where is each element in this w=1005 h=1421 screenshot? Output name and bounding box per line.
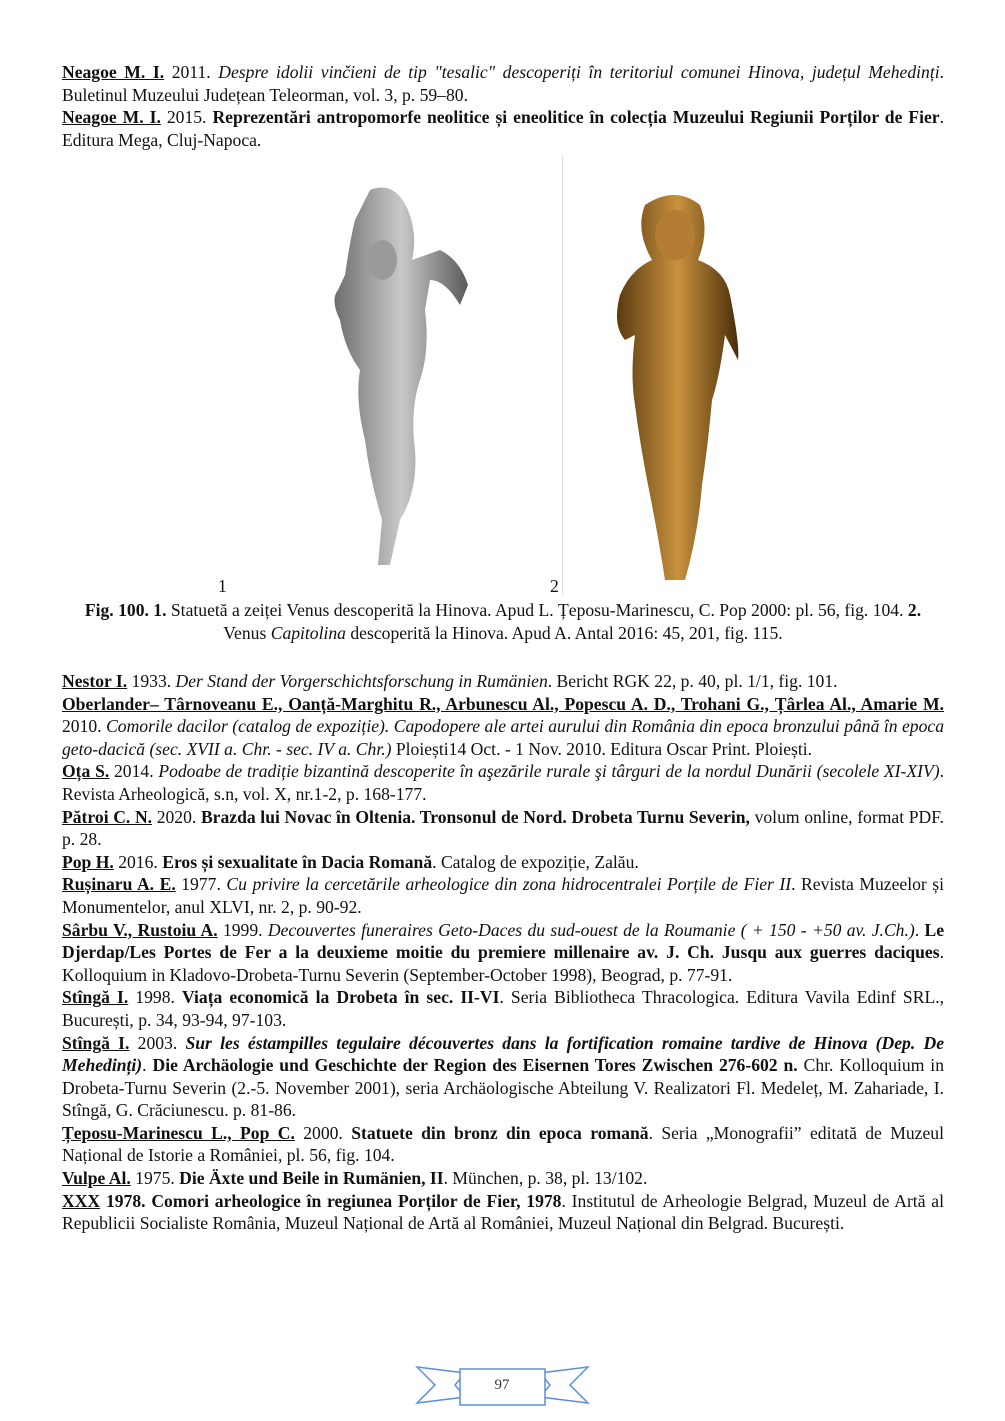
reference-author: Neagoe M. I. (62, 107, 161, 128)
reference-entry (62, 1122, 944, 1167)
reference-author: Nestor I. (62, 671, 128, 691)
reference-text: . Catalog de expoziție, Zalău. (432, 851, 639, 872)
reference-text: . Revista Arheologică, s.n, vol. X, nr.1-2, p. 168-177. (62, 761, 944, 804)
reference-entry (62, 670, 944, 693)
reference-text: Capitolina (270, 623, 346, 643)
reference-text: 1933. (127, 671, 176, 691)
reference-entry (62, 1167, 944, 1190)
reference-text: Die Archäologie und Geschichte der Region des Eisernen Tores Zwischen 276-602 n. (152, 1055, 798, 1076)
reference-author: Sârbu V., Rustoiu A. (62, 919, 218, 940)
reference-entry (62, 61, 944, 106)
reference-text: Die Äxte und Beile in Rumänien, II (179, 1168, 444, 1189)
reference-author: XXX (62, 1190, 101, 1211)
reference-text: 2020. (152, 806, 201, 827)
reference-text: Brazda lui Novac în Oltenia. Tronsonul de Nord. Drobeta Turnu Severin, (200, 806, 750, 827)
figure-1-silver-venus-statuette (300, 180, 480, 570)
reference-entry (62, 806, 944, 851)
reference-author: Oberlander– Târnoveanu E., Oanță-Marghitu R., Arbunescu Al., Popescu A. D., Trohani G., Țârlea Al., Amarie M. (62, 693, 944, 714)
reference-text: . Institutul de Arheologie Belgrad, Muzeul de Artă al Republicii Socialiste România, Muzeul Național de Artă al României, Muzeul Național din Belgrad. București. (62, 1190, 944, 1234)
page-number: 97 (494, 1377, 510, 1393)
figure-divider (562, 155, 563, 595)
reference-text: Decouvertes funeraires Geto-Daces du sud-ouest de la Roumanie ( + 150 - +50 av. J.Ch.) (267, 919, 915, 940)
reference-author: Stîngă I. (62, 1032, 130, 1053)
reference-text: . Kolloquium in Kladovo-Drobeta-Turnu Severin (September-October 1998), Beograd, p. 77-91. (62, 942, 944, 985)
reference-text: . Seria „Monografii” editată de Muzeul Național de Istorie a României, pl. 56, fig. 104. (62, 1122, 944, 1166)
reference-text: 2014. (109, 761, 159, 782)
reference-text: . Bericht RGK 22, p. 40, pl. 1/1, fig. 101. (547, 671, 838, 691)
reference-text: Eros și sexualitate în Dacia Romană (162, 851, 433, 872)
reference-text: 2016. (113, 851, 163, 872)
figure-2-bronze-venus-statuette (590, 185, 760, 585)
reference-author: Oța S. (62, 761, 110, 782)
reference-author: Neagoe M. I. (62, 62, 165, 82)
figure-caption (62, 599, 944, 645)
reference-author: Vulpe Al. (62, 1168, 131, 1189)
reference-text: . Seria Bibliotheca Thracologica. Editura Vavila Edinf SRL., București, p. 34, 93-94, 97-103. (62, 987, 944, 1030)
reference-text: volum online, format PDF. p. 28. (62, 806, 945, 850)
reference-text: descoperită la Hinova. Apud A. Antal 2016: 45, 201, fig. 115. (345, 623, 783, 643)
reference-text: Statuete din bronz din epoca romană (351, 1122, 649, 1143)
reference-entry (62, 919, 944, 987)
reference-text: Chr. Kolloquium in Drobeta-Turnu Severin (2.-5. November 2001), seria Archäologische Abteilung V. Realizatori Fl. Medeleț, M. Zahariade, I. Stîngă, G. Crăciunescu. p. 81-86. (62, 1055, 944, 1121)
reference-text: 2011. (164, 62, 219, 82)
reference-text: . (914, 919, 925, 940)
reference-text: Ploiești14 Oct. - 1 Nov. 2010. Editura Oscar Print. Ploiești. (391, 738, 813, 759)
reference-text: 1977. (175, 874, 227, 895)
reference-text: Venus (223, 623, 271, 643)
reference-text: 1978. Comori arheologice în regiunea Porților de Fier, 1978 (105, 1190, 562, 1211)
reference-entry (62, 986, 944, 1031)
reference-text: . Revista Muzeelor și Monumentelor, anul XLVI, nr. 2, p. 90-92. (62, 874, 945, 917)
reference-text: Viața economică la Drobeta în sec. II-VI (181, 987, 500, 1008)
reference-text: 1975. (130, 1168, 180, 1189)
reference-text: Fig. 100. 1. (84, 600, 167, 620)
reference-text: 2. (907, 600, 922, 620)
reference-entry (62, 106, 944, 151)
reference-text: 1999. (217, 919, 268, 940)
reference-author: Pop H. (62, 851, 114, 872)
reference-text: 2003. (129, 1032, 186, 1053)
reference-entry (62, 873, 944, 918)
reference-text: . (142, 1055, 153, 1076)
reference-text: Comorile dacilor (catalog de expoziție). Capodopere ale artei aurului din România din epoca bronzului până în epoca geto-dacică (sec. XVII a. Chr. - sec. IV a. Chr.) (62, 716, 945, 759)
figure-label-2: 2 (550, 576, 559, 596)
reference-entry (62, 760, 944, 805)
reference-text: . Editura Mega, Cluj-Napoca. (62, 107, 945, 150)
reference-text: Reprezentări antropomorfe neolitice și eneolitice în colecția Muzeului Regiunii Porților de Fier (212, 107, 940, 128)
reference-entry (62, 1032, 944, 1122)
reference-text: . Buletinul Muzeului Județean Teleorman, vol. 3, p. 59–80. (62, 62, 945, 105)
reference-text: Der Stand der Vorgerschichtsforschung in Rumänien (175, 671, 548, 691)
reference-text: . München, p. 38, pl. 13/102. (443, 1168, 648, 1189)
reference-text: Statuetă a zeiței Venus descoperită la Hinova. Apud L. Țeposu-Marinescu, C. Pop 2000: pl. 56, fig. 104. (166, 600, 908, 620)
reference-entry (62, 693, 944, 761)
figure-label-1: 1 (218, 576, 227, 596)
references-list-top (62, 61, 944, 151)
reference-entry (62, 1190, 944, 1235)
reference-text: Le Djerdap/Les Portes de Fer a la deuxieme moitie du premiere millenaire av. J. Ch. Jusqu aux guerres daciques (62, 919, 945, 963)
reference-text: Cu privire la cercetările arheologice din zona hidrocentralei Porțile de Fier II (226, 874, 792, 895)
reference-text: Podoabe de tradiție bizantină descoperite în aşezările rurale şi târguri de la nordul Dunării (secolele XI-XIV) (158, 761, 940, 782)
references-list-bottom (62, 670, 944, 1235)
reference-text: 2015. (160, 107, 213, 128)
reference-author: Stîngă I. (62, 987, 129, 1008)
reference-text: Sur les éstampilles tegulaire découvertes dans la fortification romaine tardive de Hinova (Dep. De Mehedinți) (62, 1032, 945, 1076)
reference-text: 2010. (62, 716, 107, 737)
reference-author: Rușinaru A. E. (62, 874, 176, 895)
reference-author: Țeposu-Marinescu L., Pop C. (62, 1122, 295, 1143)
reference-author: Pătroi C. N. (62, 806, 153, 827)
reference-text: 2000. (294, 1122, 352, 1143)
reference-text: Despre idolii vinčieni de tip "tesalic" descoperiți în teritoriul comunei Hinova, județul Mehedinți (218, 62, 940, 82)
reference-text: 1998. (128, 987, 182, 1008)
reference-entry (62, 851, 944, 874)
